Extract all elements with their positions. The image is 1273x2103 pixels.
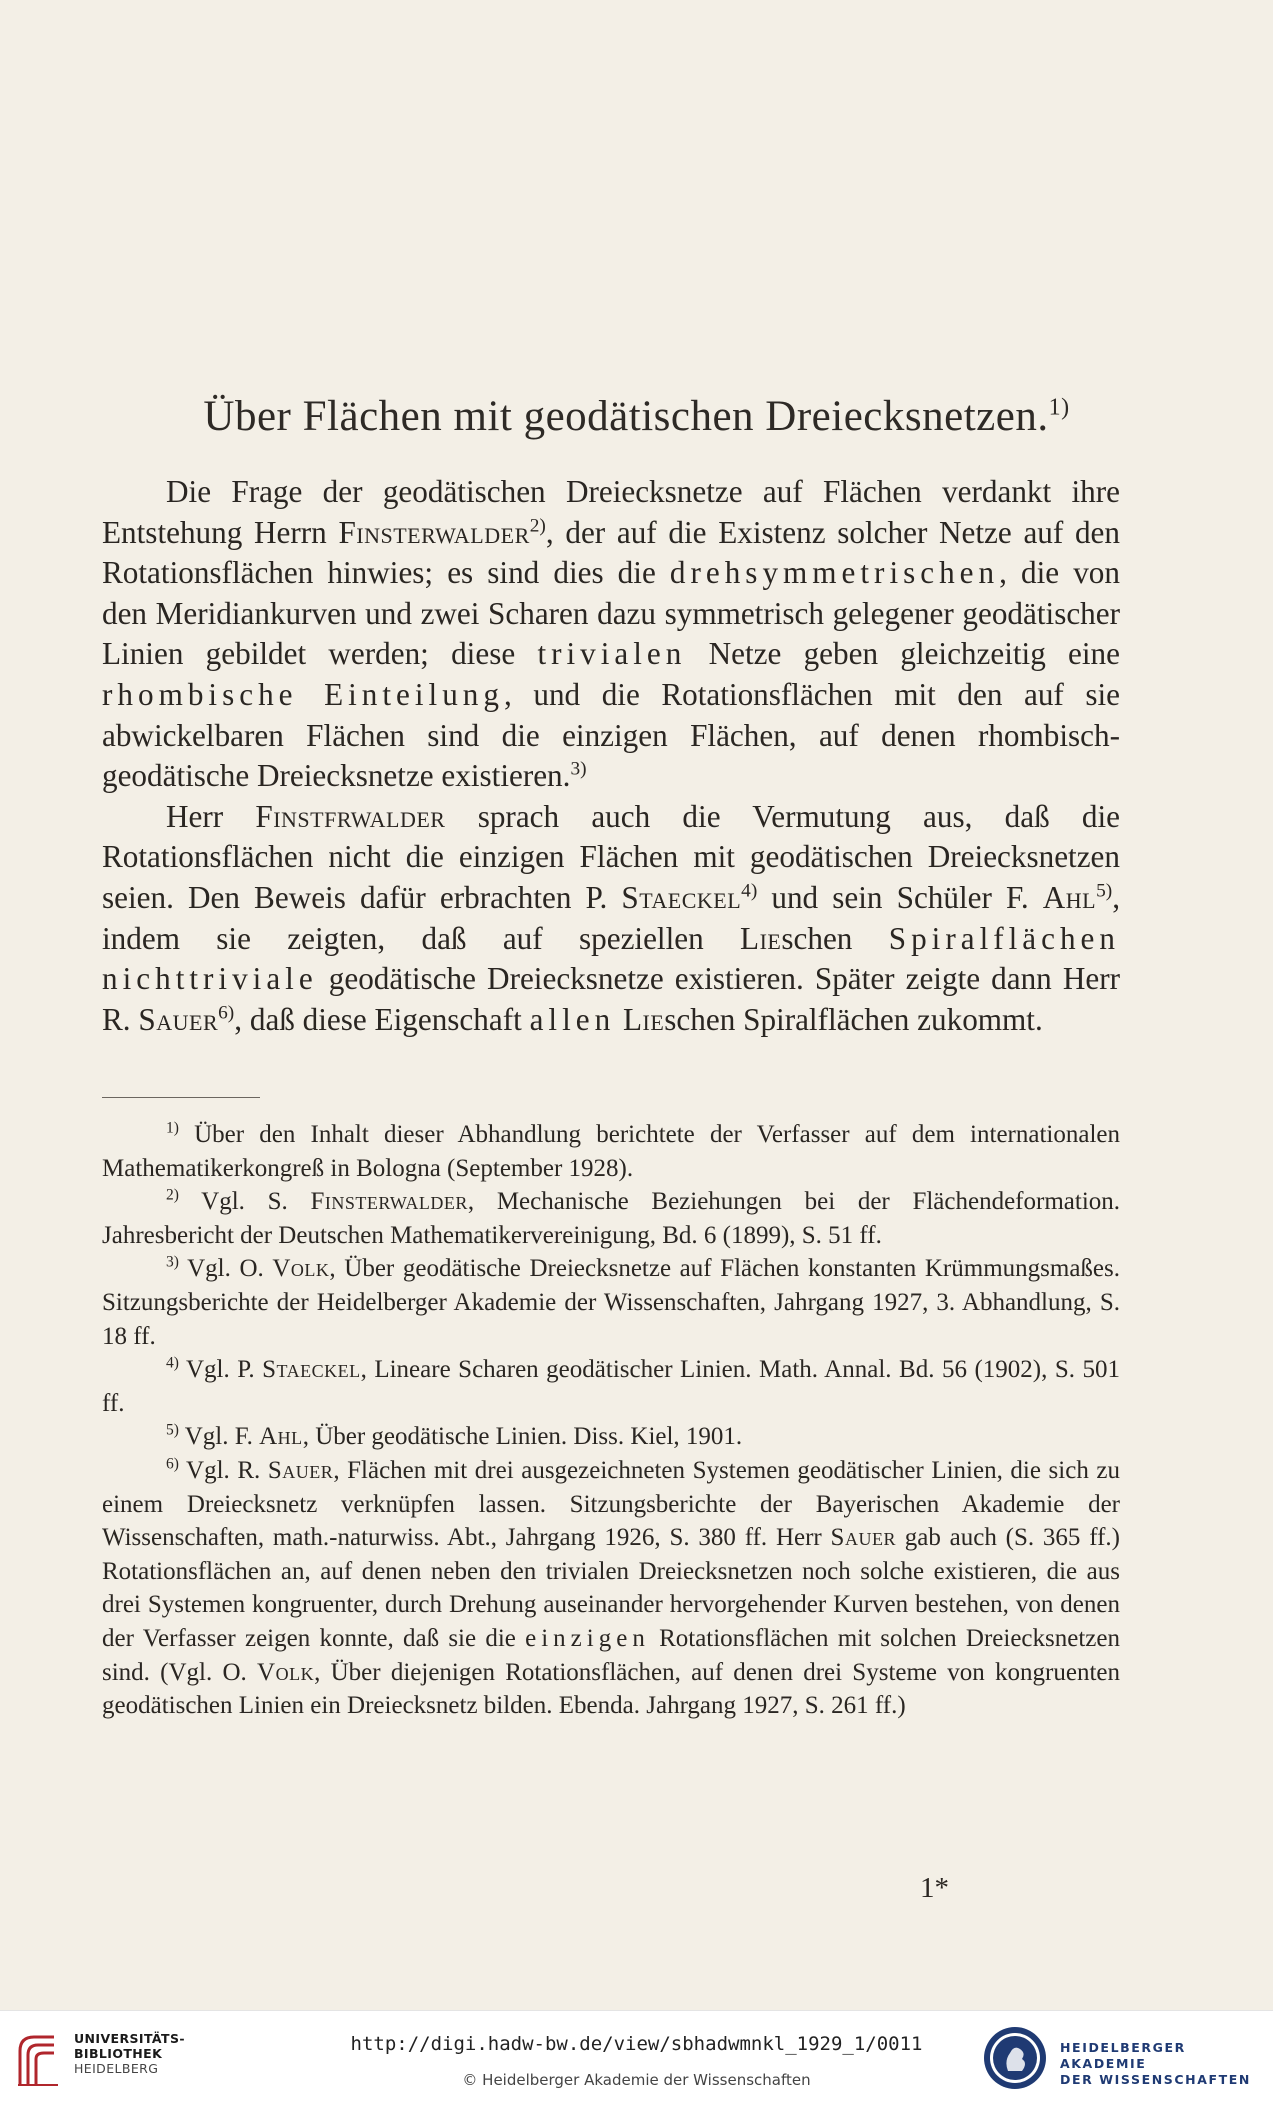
academy-line-2: DER WISSENSCHAFTEN [1060, 2072, 1251, 2087]
text: , daß diese Eigenschaft [234, 1001, 530, 1037]
page-number: 1* [920, 1872, 949, 1904]
footnote-5 [102, 1420, 1120, 1454]
emphasis: trivialen [537, 636, 687, 672]
text: sprach auch die Vermutung aus, daß die Rotationsflächen nicht die einzigen Flächen mit geodätischen Dreiecksnetzen seien. Den Beweis dafür erbrachten P. [102, 798, 1120, 915]
footnote-text: , Über diejenigen Rotationsflächen, auf denen drei Systeme von kongruenten geodätischen Linien ein Dreiecksnetz bilden. Ebenda. Jahrgang 1927, S. 261 ff.) [102, 1658, 1120, 1720]
author-name: Ahl [259, 1423, 303, 1451]
footnote-text: , Über geodätische Linien. Diss. Kiel, 1901. [302, 1423, 743, 1451]
footnote-text: , Mechanische Beziehungen bei der Flächendeformation. Jahresbericht der Deutschen Mathematikervereinigung, Bd. 6 (1899), S. 51 ff. [102, 1188, 1121, 1249]
footnote-text: gab auch (S. 365 ff.) Rotationsflächen an, auf denen neben den trivialen Dreiecksnetzen noch solche existieren, die aus drei Systemen kongruenter, durch Drehung auseinander hervorgehender Kurven bestehen, von denen der Verfasser zeigen konnte, daß sie die [102, 1524, 1120, 1652]
author-name: Ahl [1042, 879, 1097, 915]
text: schen Spiralflächen zukommt. [664, 1001, 1043, 1037]
footnote-number: 3) [166, 1254, 179, 1272]
academy-seal-icon[interactable] [982, 2025, 1048, 2091]
text: , indem sie zeigten, daß auf speziellen [102, 879, 1120, 956]
footnote-2 [102, 1185, 1120, 1252]
footnote-text: Vgl. O. [178, 1255, 273, 1283]
footnote-marker[interactable]: 5) [1096, 880, 1113, 902]
paragraph-2 [102, 797, 1120, 1041]
text: , die von den Meridiankurven und zwei Scharen dazu symmetrisch gelegener geodätischer Linien gebildet werden; diese [102, 555, 1120, 672]
emphasis: einzigen [525, 1624, 650, 1652]
footnote-marker[interactable]: 4) [741, 880, 758, 902]
viewer-footer [0, 2010, 1273, 2103]
library-line-1: UNIVERSITÄTS- [74, 2031, 185, 2046]
footnote-text: Rotationsflächen mit solchen Dreiecksnetzen sind. (Vgl. O. [102, 1624, 1120, 1686]
footnote-number: 6) [166, 1455, 179, 1473]
text: geodätische Dreiecksnetze existieren. Später zeigte dann Herr R. [102, 961, 1120, 1037]
author-name: Lie [740, 920, 782, 956]
footnote-text: Vgl. P. [178, 1356, 263, 1384]
author-name: Finsterwalder [310, 1188, 468, 1216]
academy-line-1: HEIDELBERGER AKADEMIE [1060, 2040, 1186, 2071]
author-name: Staeckel [262, 1356, 361, 1384]
text: Netze geben gleichzeitig eine [686, 636, 1120, 672]
text [615, 1002, 623, 1037]
footnote-marker[interactable]: 6) [218, 1002, 235, 1024]
footnote-number: 2) [166, 1186, 179, 1204]
footnote-4 [102, 1353, 1120, 1420]
footnote-marker[interactable]: 3) [570, 758, 587, 780]
footnote-number: 1) [166, 1119, 179, 1137]
author-name: Finstfrwalder [255, 798, 446, 834]
author-name: Finsterwalder [338, 514, 530, 550]
footnote-marker[interactable]: 2) [529, 515, 546, 537]
author-name: Sauer [830, 1524, 896, 1552]
academy-name[interactable] [1060, 2040, 1273, 2088]
emphasis: rhombische Einteilung [102, 676, 504, 712]
library-line-2: BIBLIOTHEK [74, 2046, 163, 2061]
permalink-url[interactable]: http://digi.hadw-bw.de/view/sbhadwmnkl_1929_1/0011 [350, 2033, 923, 2055]
emphasis: drehsymmetrischen [669, 555, 1000, 591]
author-name: Lie [622, 1001, 665, 1037]
footnote-number: 4) [166, 1354, 179, 1372]
footnote-text: Vgl. F. [178, 1423, 260, 1451]
text: Die Frage der geodätischen Dreiecksnetze auf Flächen verdankt ihre Entstehung Herrn [102, 474, 1120, 550]
body-text [102, 472, 1120, 1040]
footnote-text: , Flächen mit drei ausgezeichneten Systemen geodätischer Linien, die sich zu einem Dreiecksnetz verknüpfen lassen. Sitzungsberichte der Bayerischen Akademie der Wissenschaften, math.-naturwiss. Abt., Jahrgang 1926, S. 380 ff. Herr [102, 1456, 1120, 1552]
footnote-number: 5) [166, 1422, 179, 1440]
author-name: Sauer [138, 1001, 219, 1037]
author-name: Staeckel [621, 879, 742, 915]
footnote-text: , Lineare Scharen geodätischer Linien. Math. Annal. Bd. 56 (1902), S. 501 ff. [102, 1356, 1121, 1417]
emphasis: Spiralflächen nichttriviale [102, 920, 1120, 997]
emphasis: allen [529, 1001, 616, 1037]
text: schen [781, 920, 889, 956]
text: , und die Rotationsflächen mit den auf sie abwickelbaren Flächen sind die einzigen Flächen, auf denen rhombisch-geodätische Dreiecksnetze existieren. [102, 676, 1120, 794]
title-text: Über Flächen mit geodätischen Dreiecksnetzen. [203, 393, 1049, 440]
copyright-notice: © Heidelberger Akademie der Wissenschaften [462, 2071, 811, 2089]
title-footnote-marker[interactable]: 1) [1048, 394, 1070, 421]
author-name: Volk [257, 1658, 315, 1686]
author-name: Sauer [267, 1456, 334, 1484]
paragraph-1 [102, 472, 1120, 797]
footnote-divider [102, 1097, 260, 1098]
text: und sein Schüler F. [757, 879, 1043, 915]
footnote-text: Über den Inhalt dieser Abhandlung berichtete der Verfasser auf dem internationalen Mathematikerkongreß in Bologna (September 1928). [102, 1121, 1120, 1182]
footnotes [102, 1118, 1120, 1723]
footnote-text: Vgl. R. [178, 1456, 268, 1484]
footnote-text: Vgl. S. [178, 1188, 311, 1216]
footnote-3 [102, 1252, 1120, 1353]
text: , der auf die Existenz solcher Netze auf den Rotationsflächen hinwies; es sind dies die [102, 514, 1120, 591]
footnote-1 [102, 1118, 1120, 1185]
text: Herr [166, 798, 256, 834]
author-name: Volk [272, 1255, 330, 1283]
library-line-3: HEIDELBERG [74, 2061, 159, 2076]
page-title [0, 392, 1273, 441]
footnote-6 [102, 1454, 1120, 1723]
footnote-text: , Über geodätische Dreiecksnetze auf Flächen konstanten Krümmungsmaßes. Sitzungsberichte der Heidelberger Akademie der Wissenschaften, Jahrgang 1927, 3. Abhandlung, S. 18 ff. [102, 1255, 1120, 1350]
